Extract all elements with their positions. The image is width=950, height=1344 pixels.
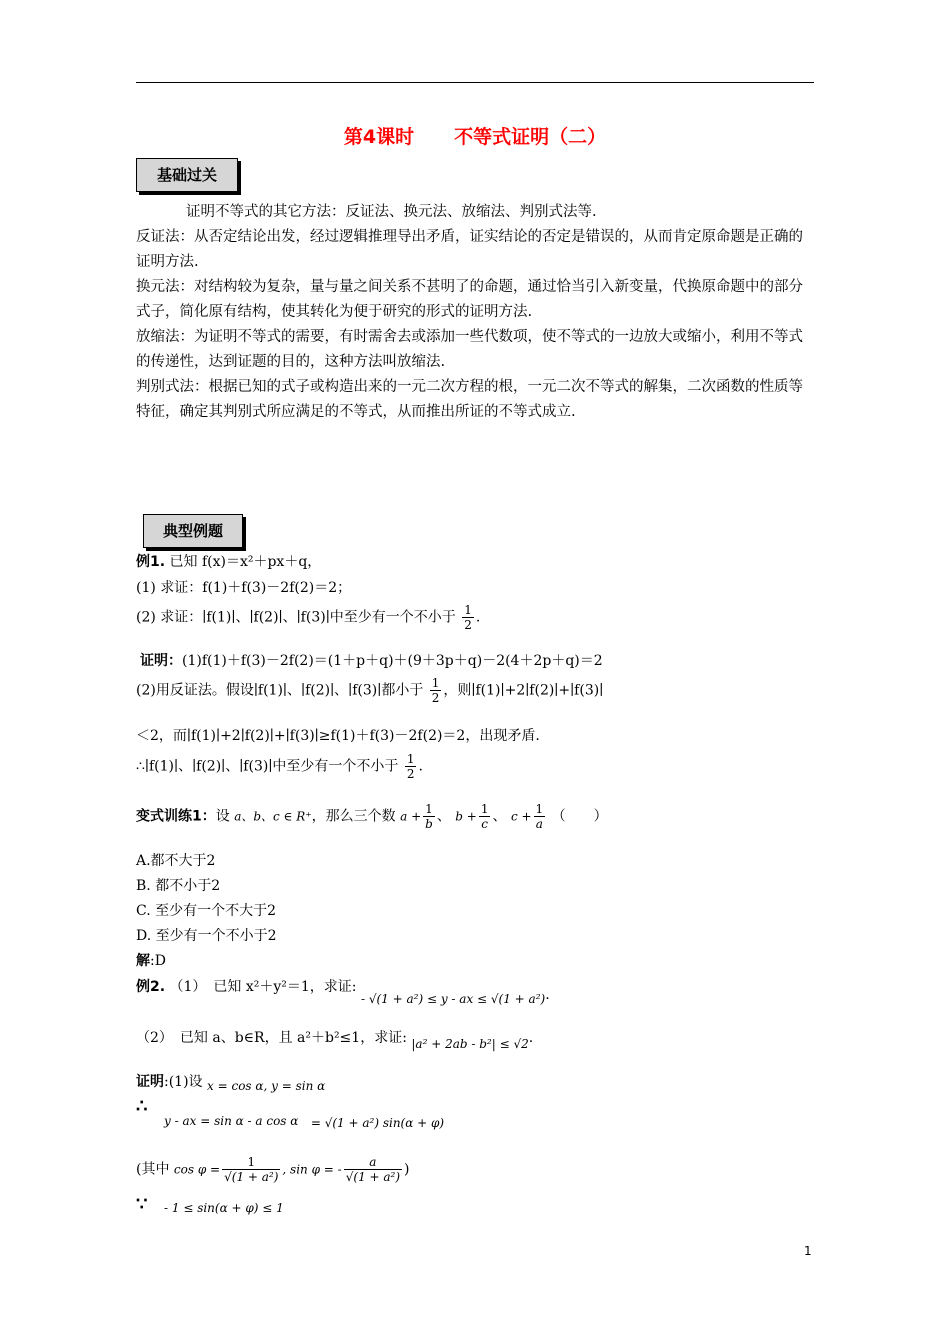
fraction-one-half: $\frac{1}{2}$ [406,752,415,781]
page-number: 1 [804,1244,812,1258]
formula-expansion: y - ax = sin α - a cos α = √(1 + a²) sin(α + φ) [164,1114,445,1130]
therefore-symbol: ∴ [136,1096,148,1117]
basics-substitution: 换元法：对结构较为复杂，量与量之间关系不甚明了的命题，通过恰当引入新变量，代换原命题中的部分式子，简化原有结构，使其转化为便于研究的形式的证明方法. [136,279,803,320]
example2-note: (其中 cos φ = $\frac{1}{\text{√(1 + a²)}}$ , sin φ = - $\frac{a}{\text{√(1 + a²)}}$ ) [136,1155,410,1184]
formula-sin-bound: - 1 ≤ sin(α + φ) ≤ 1 [164,1201,284,1215]
basics-contradiction: 反证法：从否定结论出发，经过逻辑推理导出矛盾，证实结论的否定是错误的，从而肯定原命题是正确的证明方法. [136,229,803,270]
example1-proof3: ＜2，而∣f(1)∣+2∣f(2)∣+∣f(3)∣≥f(1)＋f(3)－2f(2)＝2，出现矛盾. [136,728,540,744]
variant1-option-b: B. 都不小于2 [136,878,221,894]
example1-proof2: (2)用反证法。假设∣f(1)∣、∣f(2)∣、∣f(3)∣都小于 $\frac{1}{2}$ ，则∣f(1)∣+2∣f(2)∣+∣f(3)∣ [136,676,604,705]
example1-label: 例1. [136,554,166,570]
example1-conclusion: ∴∣f(1)∣、∣f(2)∣、∣f(3)∣中至少有一个不小于 $\frac{1}{2}$ . [136,752,423,781]
fraction-one-over-b: $\frac{1}{b}$ [425,802,433,831]
formula-inequality-1: - √(1 + a²) ≤ y - ax ≤ √(1 + a²) [360,992,546,1006]
fraction-one-half: $\frac{1}{2}$ [431,676,440,705]
variant1-question: 变式训练1：设 a、b、c ∈ R⁺，那么三个数 a + $\frac{1}{b}$ 、 b + $\frac{1}{c}$ 、 c + $\frac{1}{a}$ （ ） [136,802,608,831]
variant1-option-a: A.都不大于2 [136,853,216,869]
proof-label: 证明： [140,653,182,669]
variant1-label: 变式训练1： [136,808,216,825]
example2-question2: （2） 已知 a、b∈R，且 a²＋b²≤1，求证: |a² + 2ab - b²| ≤ √2. [136,1030,534,1051]
because-symbol: ∵ [136,1194,148,1215]
header-rule [136,82,814,83]
formula-substitution: x = cos α, y = sin α [207,1079,326,1093]
example1-given [136,551,321,571]
example2-label: 例2. [136,979,166,995]
basics-discriminant: 判别式法：根据已知的式子或构造出来的一元二次方程的根，一元二次不等式的解集，二次函数的性质等特征，确定其判别式所应满足的不等式，从而推出所证的不等式成立. [136,379,803,420]
section-basics-label: 基础过关 [136,158,238,192]
fraction-one-over-c: $\frac{1}{c}$ [480,802,489,831]
example1-proof1: 证明：(1)f(1)＋f(3)－2f(2)＝(1＋p＋q)＋(9＋3p＋q)－2(4＋2p＋q)＝2 [140,653,603,669]
basics-scaling: 放缩法：为证明不等式的需要，有时需舍去或添加一些代数项，使不等式的一边放大或缩小，利用不等式的传递性，达到证题的目的，这种方法叫放缩法. [136,329,803,370]
lesson-number: 第4课时 [343,126,415,148]
page-title [136,122,814,149]
basics-intro: 证明不等式的其它方法：反证法、换元法、放缩法、判别式法等. [186,204,597,220]
formula-inequality-2: |a² + 2ab - b²| ≤ √2 [411,1037,529,1051]
example1-question1: (1) 求证：f(1)＋f(3)－2f(2)＝2； [136,580,352,596]
fraction-sin-phi: $\frac{a}{\text{√(1 + a²)}}$ [345,1155,401,1184]
example1-given-text: 已知 f(x)＝x²＋px＋q， [169,554,322,570]
example2-proof1: 证明:(1)设 x = cos α, y = sin α [136,1074,326,1093]
lesson-topic: 不等式证明（二） [454,126,607,148]
variant1-answer: 解:D [136,953,166,969]
section-examples-label: 典型例题 [143,514,243,548]
fraction-one-half: $\frac{1}{2}$ [464,603,472,632]
variant1-option-c: C. 至少有一个不大于2 [136,903,277,919]
fraction-cos-phi: $\frac{1}{\text{√(1 + a²)}}$ [224,1155,279,1184]
variant1-option-d: D. 至少有一个不小于2 [136,928,277,944]
example1-question2: (2) 求证：∣f(1)∣、∣f(2)∣、∣f(3)∣中至少有一个不小于 $\frac{1}{2}$ . [136,603,481,632]
fraction-one-over-a: $\frac{1}{a}$ [535,802,544,831]
example2-question1: 例2. （1） 已知 x²＋y²＝1，求证: - √(1 + a²) ≤ y - ax ≤ √(1 + a²). [136,979,550,1006]
